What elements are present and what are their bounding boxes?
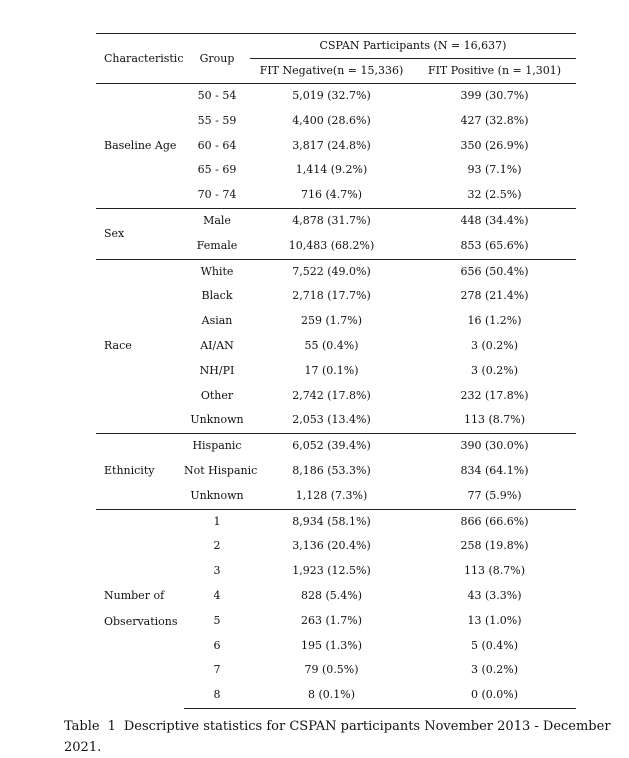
fit-positive-cell: 278 (21.4%) [460,289,529,303]
characteristic-label: Sex [96,208,184,259]
caption-label: Table [64,719,100,734]
fit-positive-cell: 93 (7.1%) [467,163,522,177]
fit-negative-cell: 4,878 (31.7%) [250,208,413,233]
header-row-1 [96,34,576,59]
group-cell: 1 [184,509,250,534]
group-cell: 55 - 59 [197,113,237,127]
characteristic-label: Ethnicity [96,434,184,509]
characteristic-label: Race [96,259,184,434]
group-cell: 5 [213,613,221,627]
header-fit-negative: FIT Negative(n = 15,336) [259,64,404,77]
fit-positive-cell: 16 (1.2%) [467,314,522,328]
fit-positive-cell: 32 (2.5%) [467,188,522,202]
fit-positive-cell: 3 (0.2%) [470,663,519,677]
fit-positive-cell: 3 (0.2%) [470,363,519,377]
fit-positive-cell: 5 (0.4%) [470,638,519,652]
fit-negative-cell: 1,923 (12.5%) [292,564,371,578]
group-cell: 65 - 69 [197,163,237,177]
fit-negative-cell: 17 (0.1%) [304,363,359,377]
fit-positive-cell: 232 (17.8%) [460,388,529,402]
group-cell: Unknown [190,488,244,502]
table-row [96,208,576,233]
fit-negative-cell: 1,414 (9.2%) [295,163,368,177]
fit-positive-cell: 834 (64.1%) [460,463,529,477]
fit-positive-cell: 3 (0.2%) [470,338,519,352]
fit-negative-cell: 6,052 (39.4%) [250,434,413,459]
fit-negative-cell: 5,019 (32.7%) [250,84,413,109]
table-row [96,259,576,284]
fit-negative-cell: 8,934 (58.1%) [250,509,413,534]
group-cell: Male [184,208,250,233]
fit-positive-cell: 350 (26.9%) [460,138,529,152]
fit-negative-cell: 8,186 (53.3%) [292,463,371,477]
header-fit-positive: FIT Positive (n = 1,301) [427,64,562,77]
header-participants: CSPAN Participants (N = 16,637) [250,34,576,59]
descriptive-statistics-table [96,33,576,709]
fit-positive-cell: 13 (1.0%) [467,613,522,627]
group-cell: Black [201,289,233,303]
group-cell: Asian [201,314,233,328]
fit-negative-cell: 263 (1.7%) [300,613,363,627]
fit-positive-cell: 853 (65.6%) [460,238,529,252]
fit-positive-cell: 0 (0.0%) [413,683,576,708]
caption-text: Descriptive statistics for CSPAN participants November 2013 - December 2021. [64,719,611,755]
group-cell: 70 - 74 [197,188,237,202]
group-cell: Not Hispanic [184,463,258,477]
fit-positive-cell: 113 (8.7%) [463,413,526,427]
fit-negative-cell: 10,483 (68.2%) [288,238,375,252]
fit-positive-cell: 77 (5.9%) [467,488,522,502]
fit-positive-cell: 427 (32.8%) [460,113,529,127]
group-cell: Unknown [190,413,244,427]
group-cell: 4 [213,588,221,602]
fit-negative-cell: 2,053 (13.4%) [292,413,371,427]
fit-negative-cell: 716 (4.7%) [300,188,363,202]
fit-positive-cell: 656 (50.4%) [413,259,576,284]
fit-positive-cell: 448 (34.4%) [413,208,576,233]
stats-table [96,33,576,709]
fit-negative-cell: 3,136 (20.4%) [292,539,371,553]
fit-positive-cell: 258 (19.8%) [460,539,529,553]
fit-negative-cell: 4,400 (28.6%) [292,113,371,127]
group-cell: Hispanic [184,434,250,459]
fit-negative-cell: 8 (0.1%) [250,683,413,708]
fit-negative-cell: 1,128 (7.3%) [295,488,368,502]
fit-negative-cell: 259 (1.7%) [300,314,363,328]
group-cell: 8 [184,683,250,708]
fit-negative-cell: 55 (0.4%) [304,338,359,352]
group-cell: AI/AN [200,338,234,352]
fit-positive-cell: 866 (66.6%) [413,509,576,534]
group-cell: 7 [213,663,221,677]
table-row [96,434,576,459]
group-cell: Other [200,388,234,402]
fit-positive-cell: 399 (30.7%) [413,84,576,109]
table-body [96,84,576,709]
header-characteristic: Characteristic [96,34,184,84]
fit-negative-cell: 2,718 (17.7%) [292,289,371,303]
group-cell: 50 - 54 [184,84,250,109]
fit-negative-cell: 7,522 (49.0%) [250,259,413,284]
group-cell: 6 [213,638,221,652]
fit-negative-cell: 195 (1.3%) [300,638,363,652]
fit-negative-cell: 828 (5.4%) [300,588,363,602]
fit-negative-cell: 2,742 (17.8%) [292,388,371,402]
group-cell: White [184,259,250,284]
caption-number: 1 [107,719,116,734]
group-cell: 2 [213,539,221,553]
group-cell: 3 [213,564,221,578]
fit-negative-cell: 3,817 (24.8%) [292,138,371,152]
characteristic-label: Baseline Age [96,84,184,209]
group-cell: 60 - 64 [197,138,237,152]
group-cell: Female [196,238,238,252]
fit-positive-cell: 113 (8.7%) [463,564,526,578]
fit-positive-cell: 43 (3.3%) [467,588,522,602]
characteristic-label: Number of Observations [96,509,184,708]
group-cell: NH/PI [199,363,235,377]
fit-negative-cell: 79 (0.5%) [304,663,359,677]
table-row [96,509,576,534]
table-caption [64,716,612,758]
fit-positive-cell: 390 (30.0%) [413,434,576,459]
header-group: Group [184,34,250,84]
table-row [96,84,576,109]
